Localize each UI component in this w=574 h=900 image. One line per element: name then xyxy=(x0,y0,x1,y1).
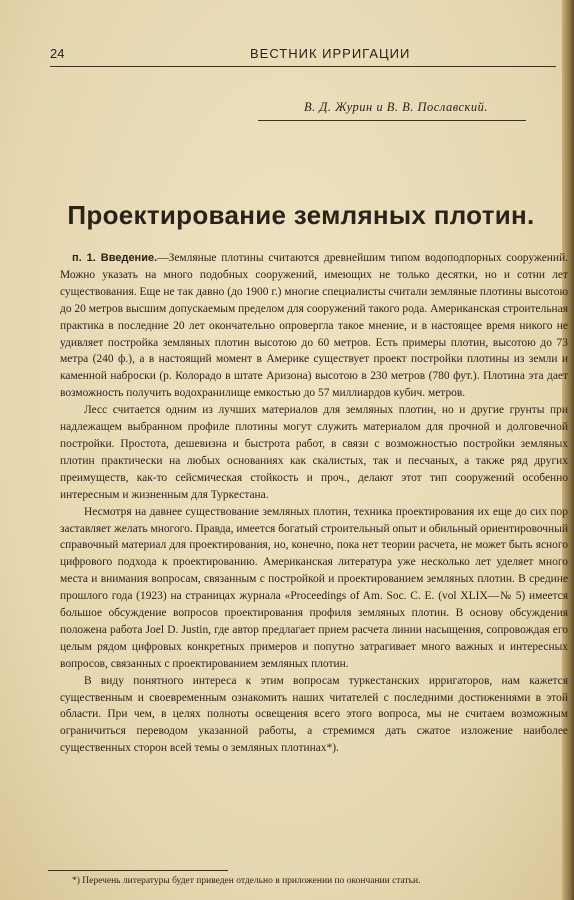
article-title: Проектирование земляных плотин. xyxy=(67,200,535,230)
paragraph-loess xyxy=(60,402,568,503)
paragraph-text: Несмотря на давнее существование земляных плотин, техника проектирования их еще до сих пор заставляет желать многого. Правда, имеется богатый строительный опыт и обильный ориентировочный справочный материал для проектирования, но, конечно, пока нет теории расчета, не может быть ясного цифрового подхода к проектированию. Американская литература уже несколько лет уделяет много места и внимания вопросам, связанным с постройкой и проектированием земляных плотин. В средине прошлого года (1923) на страницах журнала «Proceedings of Am. Soc. C. E. (vol XLIX—№ 5) имеется большое обсуждение вопросов проектирования профиля земляных плотин. В основу обсуждения положена работа Joel D. Justin, где автор предлагает прием расчета линии насыщения, сопровождая его целым рядом цифровых конкретных примеров и попутно затрагивает много важных и интересных вопросов, связанных с проектированием земляных плотин. xyxy=(60,505,568,670)
paragraph-introduction xyxy=(60,250,568,402)
footnote: *) Перечень литературы будет приведен отдельно в приложении по окончании статьи. xyxy=(72,876,421,886)
paragraph-interest xyxy=(60,673,568,758)
article-body xyxy=(60,250,568,757)
journal-title: ВЕСТНИК ИРРИГАЦИИ xyxy=(250,46,411,61)
paragraph-text: В виду понятного интереса к этим вопросам туркестанских ирригаторов, нам кажется существенным и своевременным ознакомить наших читателей с последними достижениями в этой области. При чем, в целях полноты освещения всего этого вопроса, мы не считаем возможным ограничиться переводом указанной работы, а стремимся дать сжатое изложение наиболее существенных сторон всей темы о земляных плотинах*). xyxy=(60,674,568,755)
running-header xyxy=(50,44,556,67)
footnote-rule xyxy=(48,870,228,871)
section-lead: п. 1. Введение. xyxy=(72,252,158,264)
page-number: 24 xyxy=(50,46,65,61)
paragraph-text: Лесс считается одним из лучших материалов для земляных плотин, но и другие грунты при надлежащем выбранном профиле плотины могут служить материалом для прочной и долговечной постройки. Простота, дешевизна и быстрота работ, в связи с возможностью постройки земляных плотин практически на любых основаниях как скалистых, так и песчаных, а также ряд других преимуществ, как-то сейсмическая стойкость и проч., делают этот тип сооружений особенно интересным и жизненным для Туркестана. xyxy=(60,404,568,501)
paragraph-design xyxy=(60,504,568,673)
authors-underline xyxy=(258,120,526,121)
article-authors: В. Д. Журин и В. В. Пославский. xyxy=(304,100,488,114)
paragraph-text: —Земляные плотины считаются древнейшим типом водоподпорных сооружений. Можно указать на много подобных сооружений, имеющих не только десятки, но и сотни лет существования. Еще не так давно (до 1900 г.) многие специалисты считали земляные плотины высотою до 20 метров высшим допускаемым пределом для сооружений такого рода. Американская строительная практика в последние 20 лет окончательно опровергла такое мнение, и в настоящее время никого не удивляет постройка земляных плотин высотою до 60 метров. Есть примеры плотин, высотою до 73 метра (240 ф.), а в настоящий момент в Америке существует проект постройки плотины из земли и каменной наброски (р. Колорадо в штате Аризона) высотою в 230 метров (780 фут.). Плотина эта дает возможность получить водохранилище емкостью до 57 миллиардов кубич. метров. xyxy=(60,252,568,400)
